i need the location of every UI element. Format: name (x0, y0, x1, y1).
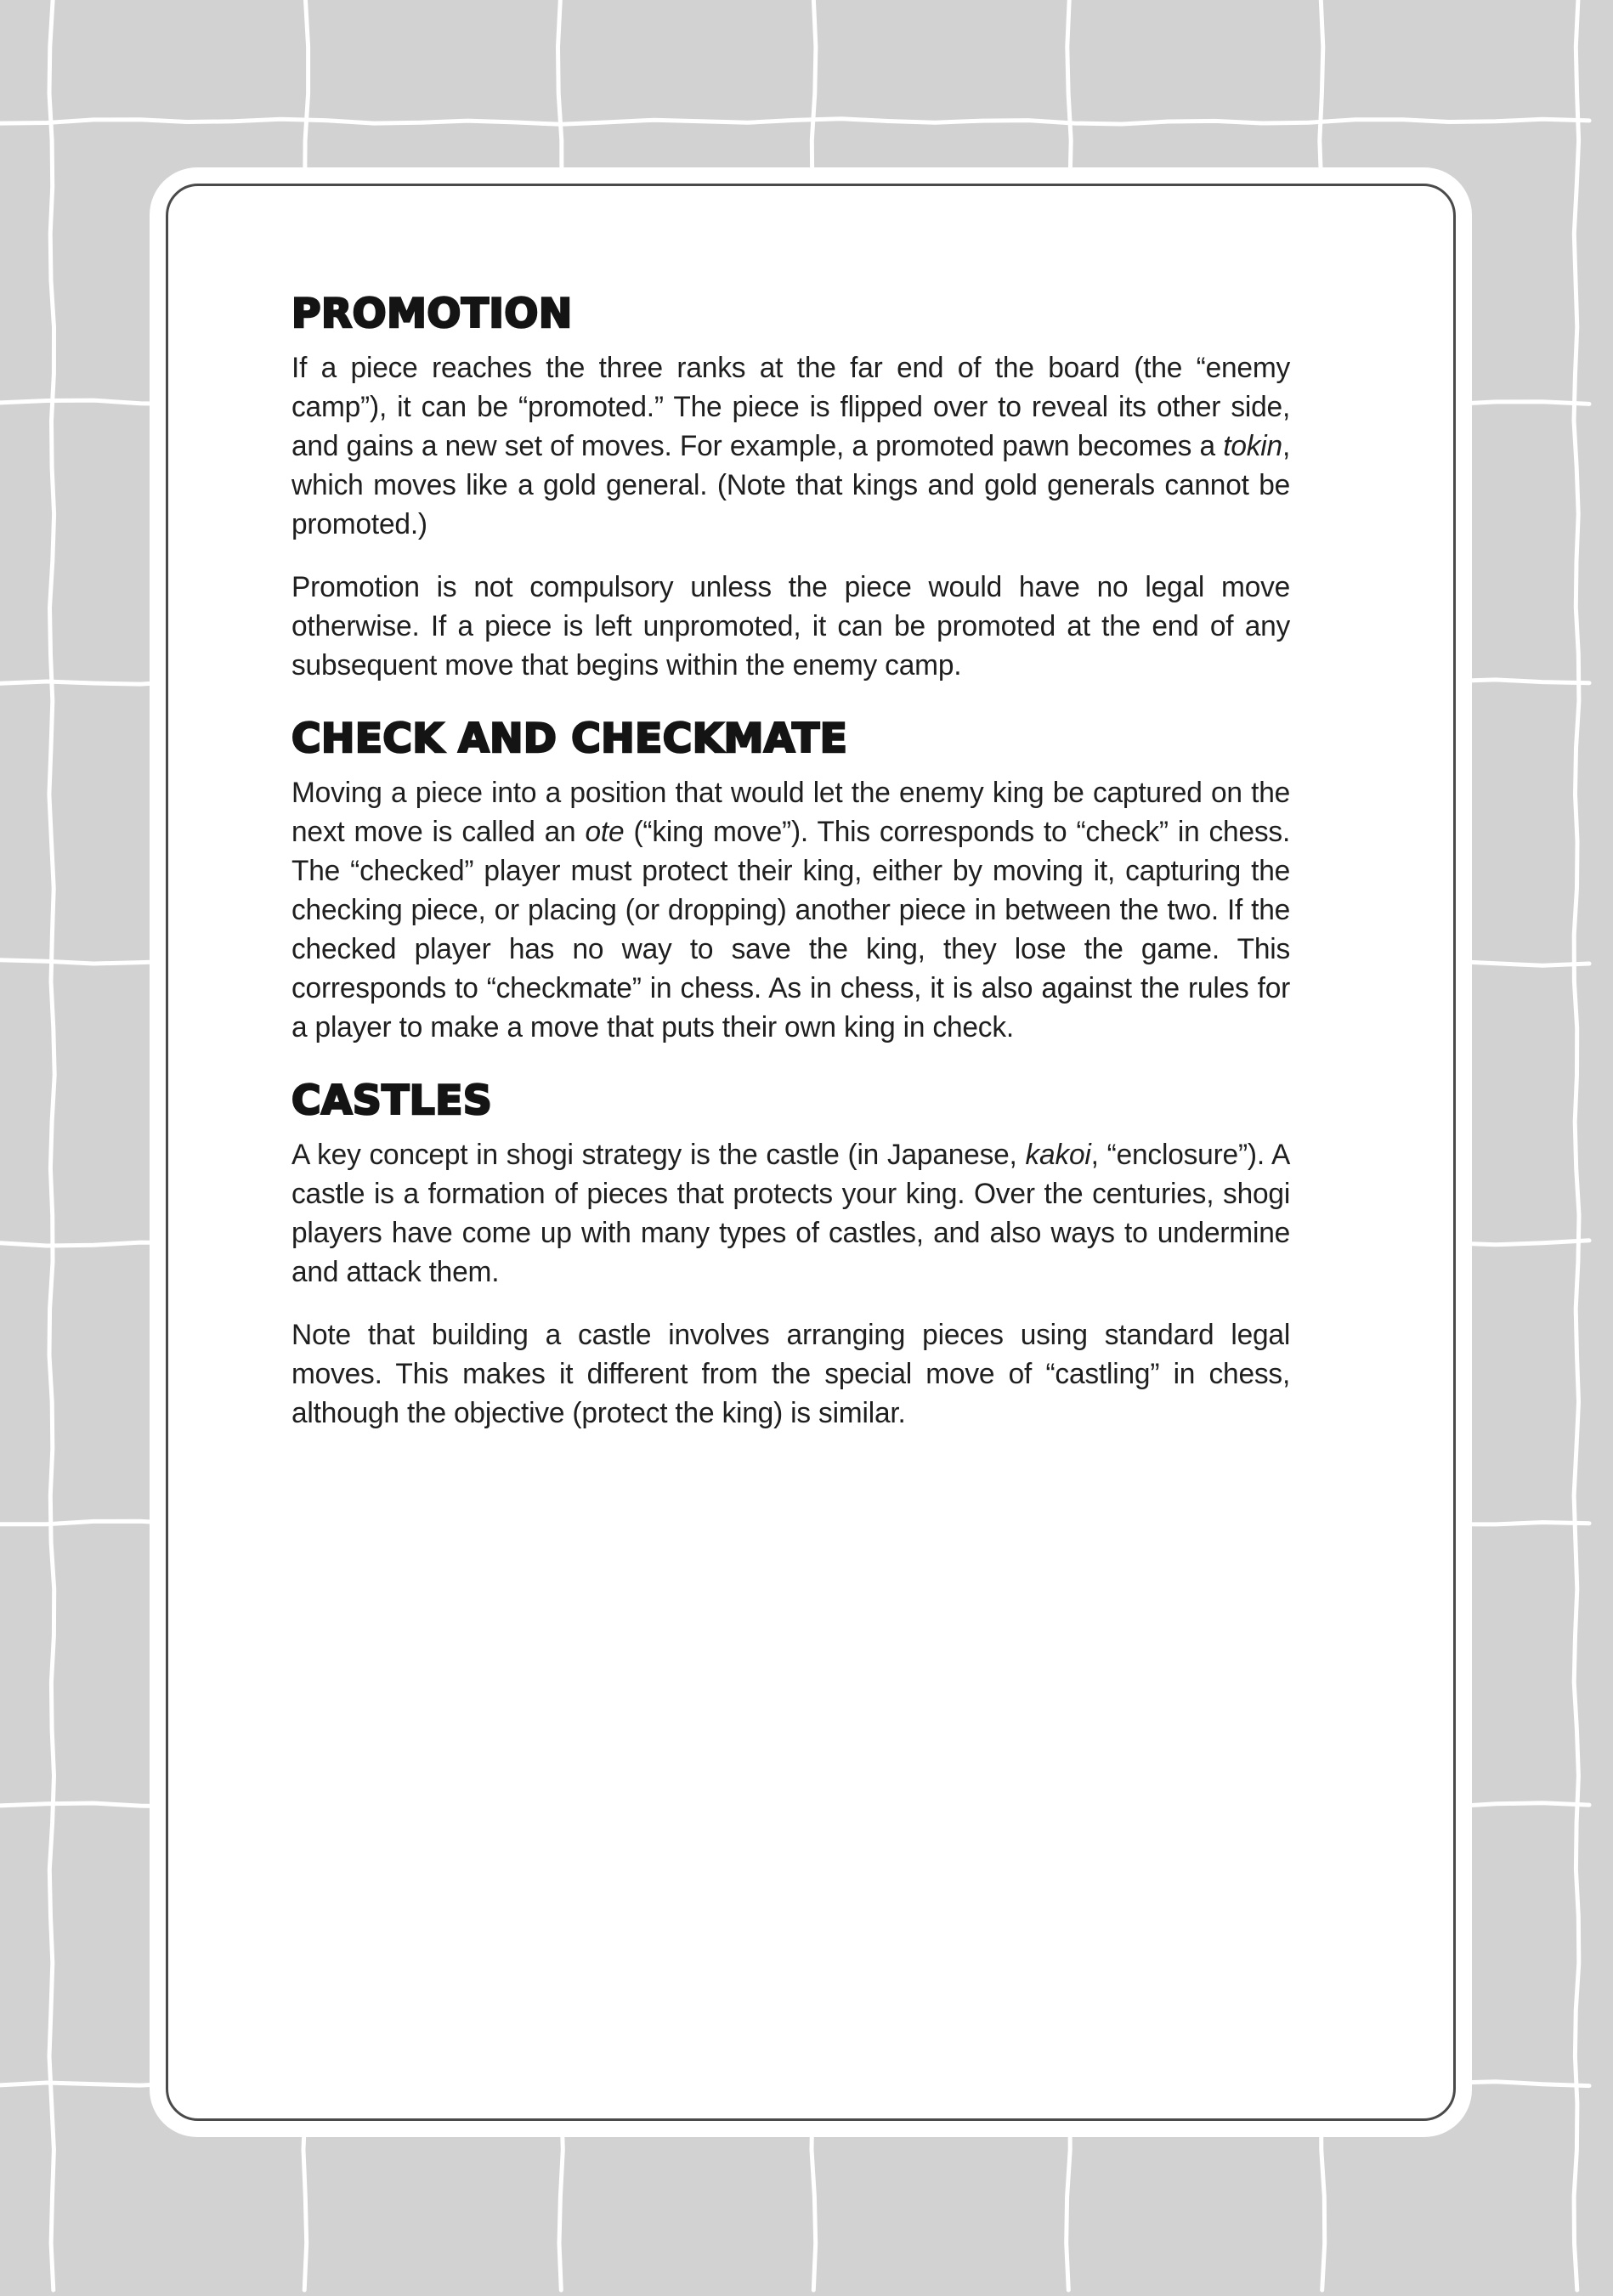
body-paragraph: If a piece reaches the three ranks at the far end of the board (the “enemy camp”), it can be “promoted.” The piece is flipped over to reveal its other side, and gains a new set of moves. For example, a promoted pawn becomes a tokin, which moves like a gold general. (Note that kings and gold generals cannot be promoted.) (291, 352, 1291, 540)
body-paragraph: Promotion is not compulsory unless the piece would have no legal move otherwise. If a piece is left unpromoted, it can be promoted at the end of any subsequent move that begins within the enemy camp. (291, 571, 1291, 681)
italic-term: ote (585, 816, 625, 848)
section-heading: CHECK AND CHECKMATE (291, 715, 848, 762)
grid-line (0, 119, 1589, 125)
page-card (150, 167, 1472, 2137)
section-heading: PROMOTION (291, 291, 573, 337)
italic-term: tokin (1223, 430, 1282, 462)
page-content (291, 167, 1290, 1456)
italic-term: kakoi (1025, 1139, 1091, 1171)
body-paragraph: Note that building a castle involves arranging pieces using standard legal moves. This makes it different from the special move of “castling” in chess, although the objective (protect the king) is similar. (291, 1319, 1291, 1429)
grid-line (49, 0, 54, 2290)
body-paragraph: A key concept in shogi strategy is the castle (in Japanese, kakoi, “enclosure”). A castle is a formation of pieces that protects your king. Over the centuries, shogi players have come up with many types of castles, and also ways to undermine and attack them. (291, 1139, 1291, 1288)
body-paragraph: Moving a piece into a position that would let the enemy king be captured on the next move is called an ote (“king move”). This corresponds to “check” in chess. The “checked” player must protect their king, either by moving it, capturing the checking piece, or placing (or dropping) another piece in between the two. If the checked player has no way to save the king, they lose the game. This corresponds to “checkmate” in chess. As in chess, it is also against the rules for a player to make a move that puts their own king in check. (291, 777, 1291, 1043)
grid-line (1574, 0, 1579, 2290)
section-heading: CASTLES (291, 1077, 493, 1124)
